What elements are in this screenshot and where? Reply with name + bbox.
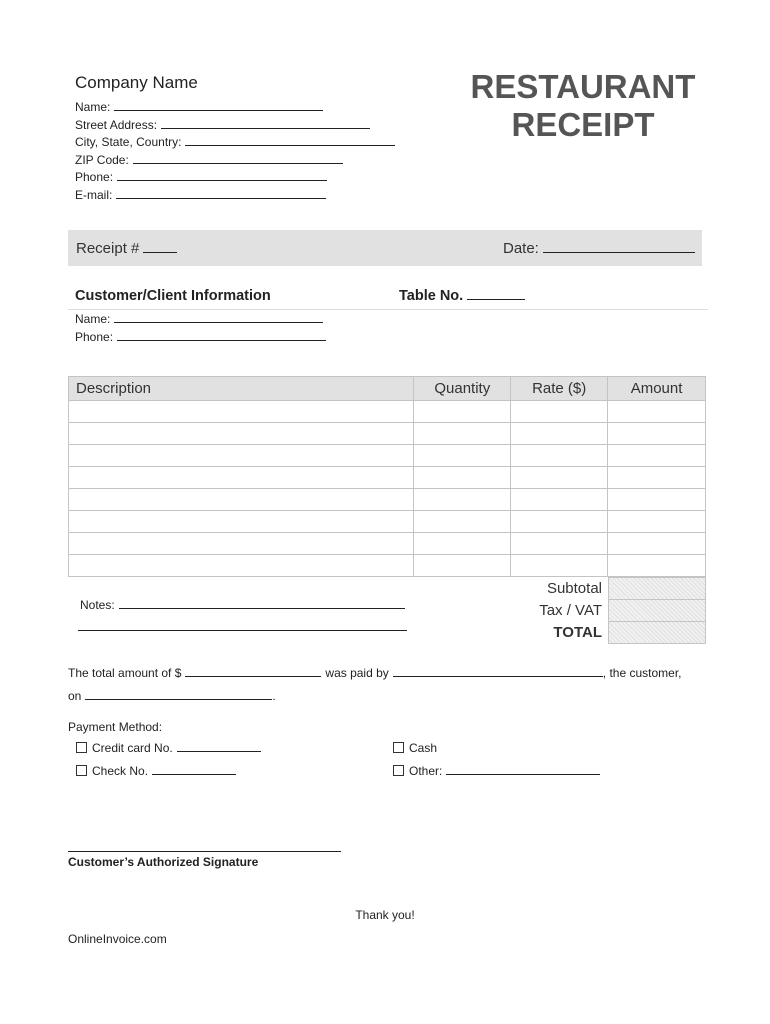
table-cell[interactable] <box>414 401 511 423</box>
blank-line[interactable] <box>114 109 323 111</box>
items-table <box>68 376 706 577</box>
payment-method-label: Payment Method: <box>68 720 163 734</box>
table-cell[interactable] <box>511 511 608 533</box>
table-cell[interactable] <box>608 533 706 555</box>
table-cell[interactable] <box>69 533 414 555</box>
blank-line[interactable] <box>133 162 343 164</box>
table-cell[interactable] <box>414 445 511 467</box>
thank-you-text: Thank you! <box>355 908 415 922</box>
table-number: Table No. <box>399 288 525 304</box>
table-cell[interactable] <box>414 533 511 555</box>
table-cell[interactable] <box>69 555 414 577</box>
table-cell[interactable] <box>608 423 706 445</box>
table-cell[interactable] <box>608 467 706 489</box>
title-line-1: RESTAURANT <box>470 68 696 105</box>
table-header-row <box>69 377 706 401</box>
receipt-title <box>458 68 708 144</box>
company-name: Company Name <box>75 73 198 92</box>
table-cell[interactable] <box>414 489 511 511</box>
payment-statement: The total amount of $ was paid by , the customer, <box>68 666 682 680</box>
table-row <box>69 467 706 489</box>
blank-line[interactable] <box>446 773 600 775</box>
total-box[interactable] <box>608 622 706 644</box>
blank-line[interactable] <box>116 197 326 199</box>
table-cell[interactable] <box>511 467 608 489</box>
company-name-field: Name: <box>75 99 395 117</box>
total-label: TOTAL <box>553 624 602 641</box>
customer-name-field: Name: <box>75 311 326 329</box>
checkbox[interactable] <box>393 765 404 776</box>
blank-line[interactable] <box>119 607 405 609</box>
notes-line[interactable] <box>78 630 407 631</box>
table-cell[interactable] <box>511 423 608 445</box>
table-cell[interactable] <box>608 489 706 511</box>
table-body <box>69 401 706 577</box>
blank-line[interactable] <box>117 179 327 181</box>
header-quantity: Quantity <box>414 377 511 401</box>
table-cell[interactable] <box>69 511 414 533</box>
table-row <box>69 555 706 577</box>
table-cell[interactable] <box>69 467 414 489</box>
header-rate: Rate ($) <box>511 377 608 401</box>
blank-line[interactable] <box>143 251 177 253</box>
customer-phone-field: Phone: <box>75 329 326 347</box>
receipt-number: Receipt # <box>76 240 177 257</box>
customer-fields <box>75 311 326 346</box>
customer-heading: Customer/Client Information <box>75 288 271 304</box>
blank-line[interactable] <box>393 675 603 677</box>
table-row <box>69 489 706 511</box>
table-row <box>69 511 706 533</box>
checkbox[interactable] <box>393 742 404 753</box>
table-cell[interactable] <box>69 423 414 445</box>
table-cell[interactable] <box>69 489 414 511</box>
receipt-bar <box>68 230 702 266</box>
table-cell[interactable] <box>414 555 511 577</box>
other-option: Other: <box>393 764 600 778</box>
subtotal-box[interactable] <box>608 577 706 600</box>
table-cell[interactable] <box>511 555 608 577</box>
payment-date-line: on . <box>68 689 276 703</box>
table-cell[interactable] <box>414 423 511 445</box>
table-cell[interactable] <box>511 445 608 467</box>
table-row <box>69 401 706 423</box>
title-line-2: RECEIPT <box>511 106 655 143</box>
table-cell[interactable] <box>608 445 706 467</box>
table-cell[interactable] <box>414 467 511 489</box>
table-cell[interactable] <box>511 489 608 511</box>
checkbox[interactable] <box>76 765 87 776</box>
company-zip-field: ZIP Code: <box>75 152 395 170</box>
table-cell[interactable] <box>511 533 608 555</box>
receipt-date: Date: <box>503 240 695 257</box>
blank-line[interactable] <box>117 339 326 341</box>
totals-labels <box>500 579 602 645</box>
table-row <box>69 423 706 445</box>
subtotal-label: Subtotal <box>546 580 602 597</box>
table-cell[interactable] <box>69 445 414 467</box>
tax-box[interactable] <box>608 600 706 622</box>
blank-line[interactable] <box>543 251 695 253</box>
company-phone-field: Phone: <box>75 169 395 187</box>
blank-line[interactable] <box>467 298 525 300</box>
blank-line[interactable] <box>85 698 272 700</box>
table-cell[interactable] <box>608 555 706 577</box>
company-street-field: Street Address: <box>75 117 395 135</box>
table-cell[interactable] <box>414 511 511 533</box>
table-cell[interactable] <box>69 401 414 423</box>
table-row <box>69 445 706 467</box>
check-option: Check No. <box>76 764 236 778</box>
divider <box>68 309 708 310</box>
signature-label: Customer’s Authorized Signature <box>68 855 259 869</box>
blank-line[interactable] <box>185 675 321 677</box>
header-description: Description <box>69 377 414 401</box>
blank-line[interactable] <box>177 750 261 752</box>
checkbox[interactable] <box>76 742 87 753</box>
blank-line[interactable] <box>114 321 323 323</box>
footer-brand: OnlineInvoice.com <box>68 932 167 946</box>
tax-label: Tax / VAT <box>539 602 602 619</box>
totals-boxes <box>608 577 706 644</box>
blank-line[interactable] <box>185 144 395 146</box>
cash-option: Cash <box>393 741 437 755</box>
table-row <box>69 533 706 555</box>
table-cell[interactable] <box>608 401 706 423</box>
notes-field: Notes: <box>80 598 405 612</box>
header-amount: Amount <box>608 377 706 401</box>
signature-line[interactable] <box>68 851 341 852</box>
table-cell[interactable] <box>608 511 706 533</box>
blank-line[interactable] <box>152 773 236 775</box>
company-city-field: City, State, Country: <box>75 134 395 152</box>
company-fields <box>75 99 395 204</box>
table-cell[interactable] <box>511 401 608 423</box>
blank-line[interactable] <box>161 127 370 129</box>
credit-card-option: Credit card No. <box>76 741 261 755</box>
company-email-field: E-mail: <box>75 187 395 205</box>
